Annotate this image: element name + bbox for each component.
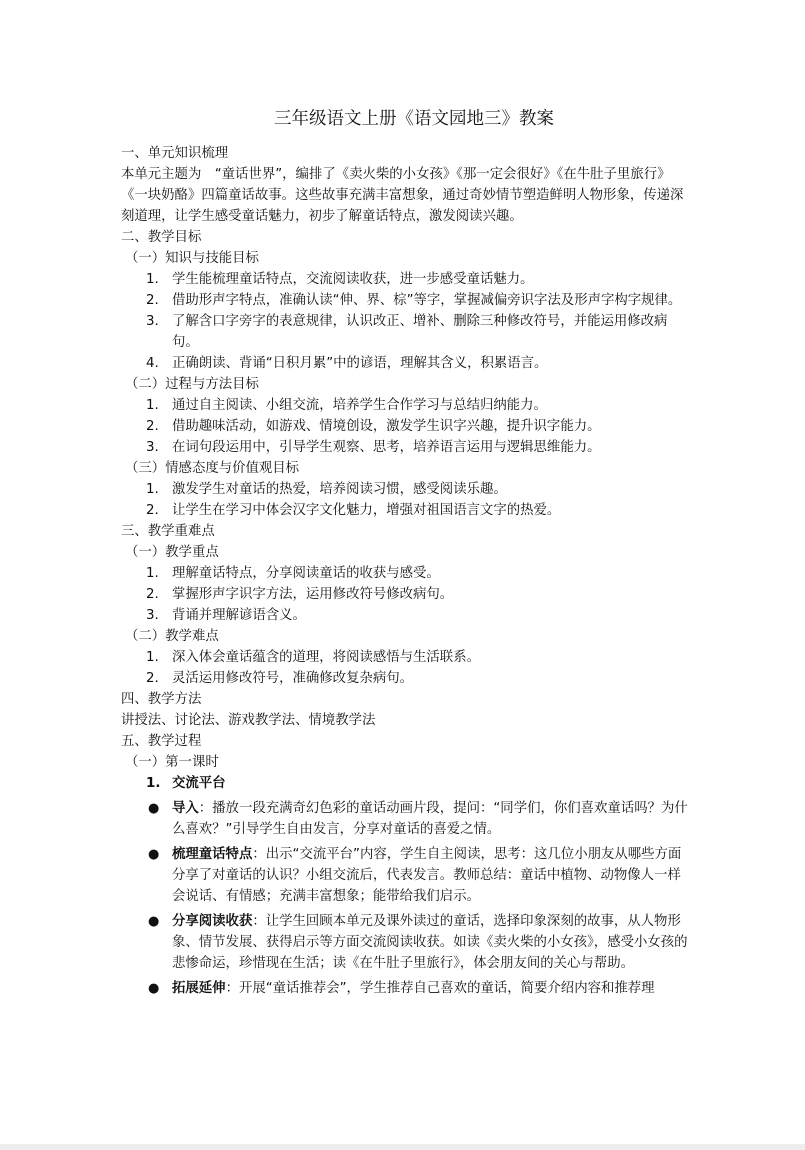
lesson-steps-list [121,773,689,794]
list-item: 2. 让学生在学习中体会汉字文化魅力，增强对祖国语言文字的热爱。 [146,503,561,518]
list-item: 3. 了解含口字旁字的表意规律，认识改正、增补、删除三种修改符号，并能运用修改病句。 [146,314,668,350]
list-item: 1. 深入体会童话蕴含的道理，将阅读感悟与生活联系。 [146,650,480,665]
emotion-values-list [121,479,689,521]
subheading-key-points: （一）教学重点 [125,545,219,560]
list-item: 1. 通过自主阅读、小组交流，培养学生合作学习与总结归纳能力。 [146,398,547,413]
bullet-icon: ● [148,914,160,929]
bullet-icon: ● [148,981,160,996]
section-heading-3: 三、教学重难点 [121,524,215,539]
list-item: 2. 借助形声字特点，准确认读“伸、界、棕”等字，掌握减偏旁识字法及形声字构字规律。 [146,293,682,308]
document-title: 三年级语文上册《语文园地三》教案 [274,109,554,129]
section-1-paragraph: 本单元主题为 “童话世界”，编排了《卖火柴的小女孩》《那一定会很好》《在牛肚子里旅行》《一块奶酪》四篇童话故事。这些故事充满丰富想象，通过奇妙情节塑造鲜明人物形象，传递深刻道理，让学生感受童话魅力，初步了解童话特点，激发阅读兴趣。 [121,167,684,224]
subheading-knowledge-skills: （一）知识与技能目标 [125,251,259,266]
section-heading-4: 四、教学方法 [121,692,202,707]
list-item: 1. 交流平台 [146,776,226,791]
list-item: 2. 灵活运用修改符号，准确修改复杂病句。 [146,671,414,686]
list-item: 3. 在词句段运用中，引导学生观察、思考，培养语言运用与逻辑思维能力。 [146,440,601,455]
bullet-icon: ● [148,801,160,816]
list-item: 1. 理解童话特点，分享阅读童话的收获与感受。 [146,566,440,581]
list-item: 3. 背诵并理解谚语含义。 [146,608,306,623]
list-item: 2. 借助趣味活动，如游戏、情境创设，激发学生识字兴趣，提升识字能力。 [146,419,601,434]
subheading-emotion-values: （三）情感态度与价值观目标 [125,461,300,476]
list-item: 4. 正确朗读、背诵“日积月累”中的谚语，理解其含义，积累语言。 [146,356,548,371]
bullet-icon: ● [148,847,160,862]
subheading-difficult-points: （二）教学难点 [125,629,219,644]
list-item: ● 拓展延伸：开展“童话推荐会”，学生推荐自己喜欢的童话，简要介绍内容和推荐理 [121,978,689,999]
list-item: ● 分享阅读收获：让学生回顾本单元及课外读过的童话，选择印象深刻的故事，从人物形象、情节发展、获得启示等方面交流阅读收获。如读《卖火柴的小女孩》，感受小女孩的悲惨命运，珍惜现在生活；读《在牛肚子里旅行》，体会朋友间的关心与帮助。 [121,911,689,974]
document-page [121,107,689,1003]
knowledge-skills-list [121,269,689,374]
list-item: ● 导入：播放一段充满奇幻色彩的童话动画片段，提问：“同学们，你们喜欢童话吗？为什么喜欢？”引导学生自由发言，分享对童话的喜爱之情。 [121,798,689,840]
process-method-list [121,395,689,458]
lesson-activities-list [121,798,689,999]
key-points-list [121,563,689,626]
list-item: 1. 激发学生对童话的热爱，培养阅读习惯，感受阅读乐趣。 [146,482,507,497]
list-item: ● 梳理童话特点：出示“交流平台”内容，学生自主阅读，思考：这几位小朋友从哪些方面分享了对童话的认识？小组交流后，代表发言。教师总结：童话中植物、动物像人一样会说话、有情感；充满丰富想象；能带给我们启示。 [121,844,689,907]
section-heading-2: 二、教学目标 [121,230,202,245]
difficult-points-list [121,647,689,689]
list-item: 2. 掌握形声字识字方法，运用修改符号修改病句。 [146,587,454,602]
teaching-methods-text: 讲授法、讨论法、游戏教学法、情境教学法 [121,713,376,728]
section-heading-1: 一、单元知识梳理 [121,146,229,161]
subheading-first-lesson: （一）第一课时 [125,755,219,770]
section-heading-5: 五、教学过程 [121,734,202,749]
page-bottom-band [0,1144,805,1150]
list-item: 1. 学生能梳理童话特点，交流阅读收获，进一步感受童话魅力。 [146,272,534,287]
subheading-process-method: （二）过程与方法目标 [125,377,259,392]
